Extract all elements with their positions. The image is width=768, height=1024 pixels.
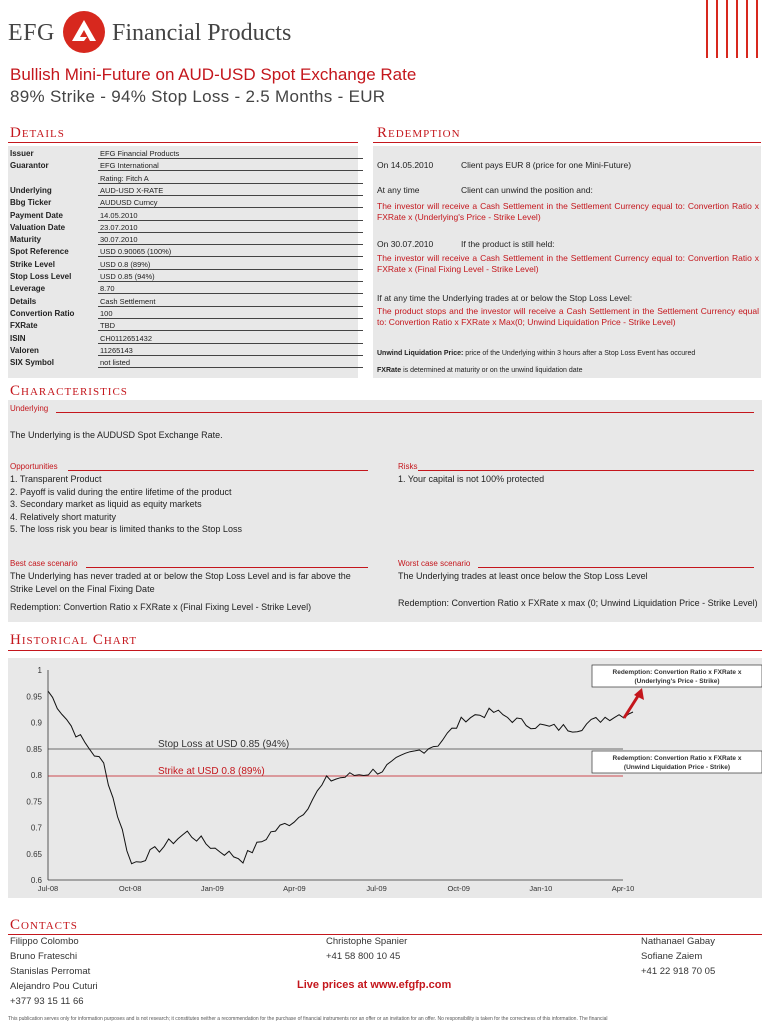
redemption-date-1: On 14.05.2010 (377, 160, 434, 170)
redemption-box (373, 146, 761, 378)
details-table (8, 146, 358, 378)
redemption-red-2: The investor will receive a Cash Settlement in the Settlement Currency equal to: Convertion Ratio x FXRate x (Underlying's Price - Strike Level) (377, 201, 759, 222)
detail-row (8, 296, 358, 308)
callout-top-line2: (Underlying's Price - Strike) (634, 678, 720, 685)
x-tick-label: Jan-10 (529, 884, 553, 893)
list-item: 5. The loss risk you bear is limited thanks to the Stop Loss (10, 524, 242, 534)
brand-financial-products: Financial Products (112, 20, 292, 46)
contact-name: Stanislas Perromat (10, 966, 91, 977)
detail-value: EFG Financial Products (98, 149, 363, 159)
risks-list (398, 473, 544, 486)
detail-row (8, 357, 358, 369)
live-prices-link[interactable]: Live prices at www.efgfp.com (297, 979, 452, 991)
detail-label: Payment Date (10, 210, 63, 220)
detail-row (8, 259, 358, 271)
x-tick-label: Oct-09 (447, 884, 470, 893)
up-arrow-icon (624, 696, 638, 718)
callout-bottom-line1: Redemption: Convertion Ratio x FXRate x (612, 755, 742, 762)
opportunities-list (10, 473, 242, 536)
contact-phone: +41 58 800 10 45 (326, 951, 401, 962)
detail-row (8, 185, 358, 197)
contacts-col3 (641, 934, 715, 979)
detail-value: 8.70 (98, 284, 363, 294)
detail-row (8, 222, 358, 234)
detail-row (8, 271, 358, 283)
details-rule (8, 142, 358, 143)
ulp-note (377, 350, 695, 357)
chart-panel (8, 658, 762, 898)
redemption-text-2: Client can unwind the position and: (461, 185, 593, 195)
contacts-col1 (10, 934, 98, 1009)
stop-loss-label: Stop Loss at USD 0.85 (94%) (158, 739, 290, 750)
x-tick-label: Jul-09 (366, 884, 387, 893)
brand-efg: EFG (8, 20, 55, 46)
x-tick-label: Oct-08 (118, 884, 142, 893)
y-tick-label: 0.95 (26, 692, 42, 702)
detail-label: Strike Level (10, 259, 55, 269)
detail-row (8, 283, 358, 295)
detail-value: 30.07.2010 (98, 235, 363, 245)
contact-name: Bruno Frateschi (10, 951, 78, 962)
detail-value: 14.05.2010 (98, 211, 363, 221)
best-case-rule (86, 567, 368, 568)
detail-label: Bbg Ticker (10, 198, 52, 208)
underlying-rule (56, 412, 754, 413)
historical-chart (8, 658, 762, 898)
detail-row (8, 210, 358, 222)
list-item: 3. Secondary market as liquid as equity markets (10, 499, 202, 509)
detail-row (8, 173, 358, 185)
detail-row (8, 308, 358, 320)
fx-note (377, 367, 582, 374)
detail-label: Guarantor (10, 161, 49, 171)
detail-value: CH0112651432 (98, 334, 363, 344)
ulp-text: price of the Underlying within 3 hours after a Stop Loss Event has occured (465, 350, 696, 357)
product-title: Bullish Mini-Future on AUD-USD Spot Exchange Rate (10, 65, 417, 84)
contact-name: Sofiane Zaiem (641, 951, 703, 962)
product-subtitle: 89% Strike - 94% Stop Loss - 2.5 Months - EUR (10, 87, 386, 106)
detail-value: TBD (98, 321, 363, 331)
x-tick-label: Jan-09 (200, 884, 224, 893)
detail-row (8, 197, 358, 209)
detail-label: Valoren (10, 345, 39, 355)
redemption-rule (373, 142, 761, 143)
detail-value: Cash Settlement (98, 297, 363, 307)
detail-value: Rating: Fitch A (98, 174, 363, 184)
price-series-line (48, 691, 633, 864)
y-tick-label: 0.8 (30, 771, 42, 780)
best-case-redemption: Redemption: Convertion Ratio x FXRate x (Final Fixing Level - Strike Level) (10, 602, 312, 612)
list-item: 2. Payoff is valid during the entire lifetime of the product (10, 486, 232, 497)
detail-value: USD 0.8 (89%) (98, 260, 363, 270)
detail-label: Details (10, 296, 37, 306)
detail-value: AUDUSD Curncy (98, 198, 363, 208)
detail-value: 100 (98, 309, 363, 319)
callout-bottom-line2: (Unwind Liquidation Price - Strike) (623, 764, 731, 771)
x-tick-label: Apr-09 (283, 884, 306, 893)
detail-row (8, 320, 358, 332)
opportunities-subheading: Opportunities (10, 462, 58, 471)
detail-label: Spot Reference (10, 247, 69, 257)
chart-heading: Historical Chart (10, 632, 138, 648)
worst-case-rule (478, 567, 754, 568)
detail-row (8, 246, 358, 258)
redemption-text-3: If the product is still held: (461, 239, 555, 249)
contact-name: Filippo Colombo (10, 936, 79, 947)
detail-value: USD 0.90065 (100%) (98, 247, 363, 257)
risks-rule (418, 470, 754, 471)
risks-subheading: Risks (398, 462, 418, 471)
redemption-heading: Redemption (377, 125, 461, 141)
list-item: 1. Your capital is not 100% protected (398, 474, 545, 484)
details-heading: Details (10, 125, 65, 141)
contact-phone: +377 93 15 11 66 (10, 996, 84, 1007)
detail-value: 23.07.2010 (98, 223, 363, 233)
y-tick-label: 0.7 (30, 823, 42, 833)
x-tick-label: Jul-08 (37, 884, 59, 893)
fx-text: is determined at maturity or on the unwind liquidation date (403, 367, 583, 374)
characteristics-box (8, 400, 762, 622)
detail-row (8, 333, 358, 345)
disclaimer-text: This publication serves only for information purposes and is not research; it constitutes neither a recommendation for the purchase of financial instruments nor an offer or an invitation for an offer. No responsibility is taken for the correctness of this information. The financial (8, 1016, 608, 1022)
y-tick-label: 0.9 (30, 718, 42, 728)
worst-case-subheading: Worst case scenario (398, 559, 471, 568)
detail-label: Valuation Date (10, 222, 66, 232)
callout-top-line1: Redemption: Convertion Ratio x FXRate x (612, 669, 742, 676)
best-case-text: The Underlying has never traded at or below the Stop Loss Level and is far above the Strike Level on the Final Fixing Date (10, 571, 351, 594)
redemption-text-1: Client pays EUR 8 (price for one Mini-Future) (461, 160, 632, 170)
detail-row (8, 345, 358, 357)
contact-phone: +41 22 918 70 05 (641, 966, 716, 977)
detail-label: Maturity (10, 235, 42, 245)
contact-name: Christophe Spanier (326, 936, 408, 947)
detail-label: Underlying (10, 185, 52, 195)
best-case-subheading: Best case scenario (10, 559, 78, 568)
efg-logo-icon (62, 10, 106, 54)
detail-value: 11265143 (98, 346, 363, 356)
underlying-subheading: Underlying (10, 404, 49, 413)
detail-label: Issuer (10, 149, 34, 158)
chart-rule (8, 650, 762, 651)
redemption-red-4: The product stops and the investor will receive a Cash Settlement in the Settlement Currency equal to: Convertion Ratio x FXRate x Max(0; Unwind Liquidation Price - Strike Level) (377, 306, 759, 327)
worst-case-redemption: Redemption: Convertion Ratio x FXRate x max (0; Unwind Liquidation Price - Strike Level) (398, 598, 758, 608)
redemption-text-4: If at any time the Underlying trades at or below the Stop Loss Level: (377, 293, 633, 303)
list-item: 1. Transparent Product (10, 474, 102, 484)
y-tick-label: 0.65 (26, 849, 42, 859)
detail-label: Leverage (10, 284, 46, 294)
redemption-red-3: The investor will receive a Cash Settlement in the Settlement Currency equal to: Convertion Ratio x FXRate x (Final Fixing Level - Strike Level) (377, 253, 759, 274)
detail-label: FXRate (10, 321, 38, 331)
underlying-text: The Underlying is the AUDUSD Spot Exchange Rate. (10, 430, 223, 440)
characteristics-heading: Characteristics (10, 383, 128, 399)
detail-value: not listed (98, 358, 363, 368)
list-item: 4. Relatively short maturity (10, 511, 117, 522)
detail-row (8, 234, 358, 246)
contacts-heading: Contacts (10, 917, 78, 933)
y-tick-label: 0.75 (26, 797, 42, 807)
detail-value: EFG International (98, 161, 363, 171)
redemption-date-2: At any time (377, 185, 420, 195)
redemption-date-3: On 30.07.2010 (377, 239, 434, 249)
detail-label: Convertion Ratio (10, 308, 75, 318)
ulp-label: Unwind Liquidation Price: (377, 350, 464, 357)
contacts-col2 (326, 934, 407, 964)
y-tick-label: 0.6 (30, 876, 42, 885)
opportunities-rule (68, 470, 368, 471)
header-stripes (704, 0, 760, 58)
y-tick-label: 1 (37, 666, 42, 675)
x-tick-label: Apr-10 (611, 884, 635, 893)
detail-label: Stop Loss Level (10, 272, 72, 281)
worst-case-text: The Underlying trades at least once below the Stop Loss Level (398, 571, 648, 581)
detail-value: USD 0.85 (94%) (98, 272, 363, 282)
contact-name: Nathanael Gabay (641, 936, 715, 947)
detail-value: AUD-USD X-RATE (98, 186, 363, 196)
contact-name: Alejandro Pou Cuturi (10, 981, 98, 992)
detail-label: ISIN (10, 333, 26, 343)
y-tick-label: 0.85 (26, 744, 42, 754)
detail-row (8, 148, 358, 160)
detail-row (8, 160, 358, 172)
fx-label: FXRate (377, 367, 402, 374)
detail-label: SIX Symbol (10, 358, 55, 368)
strike-label: Strike at USD 0.8 (89%) (158, 766, 265, 777)
